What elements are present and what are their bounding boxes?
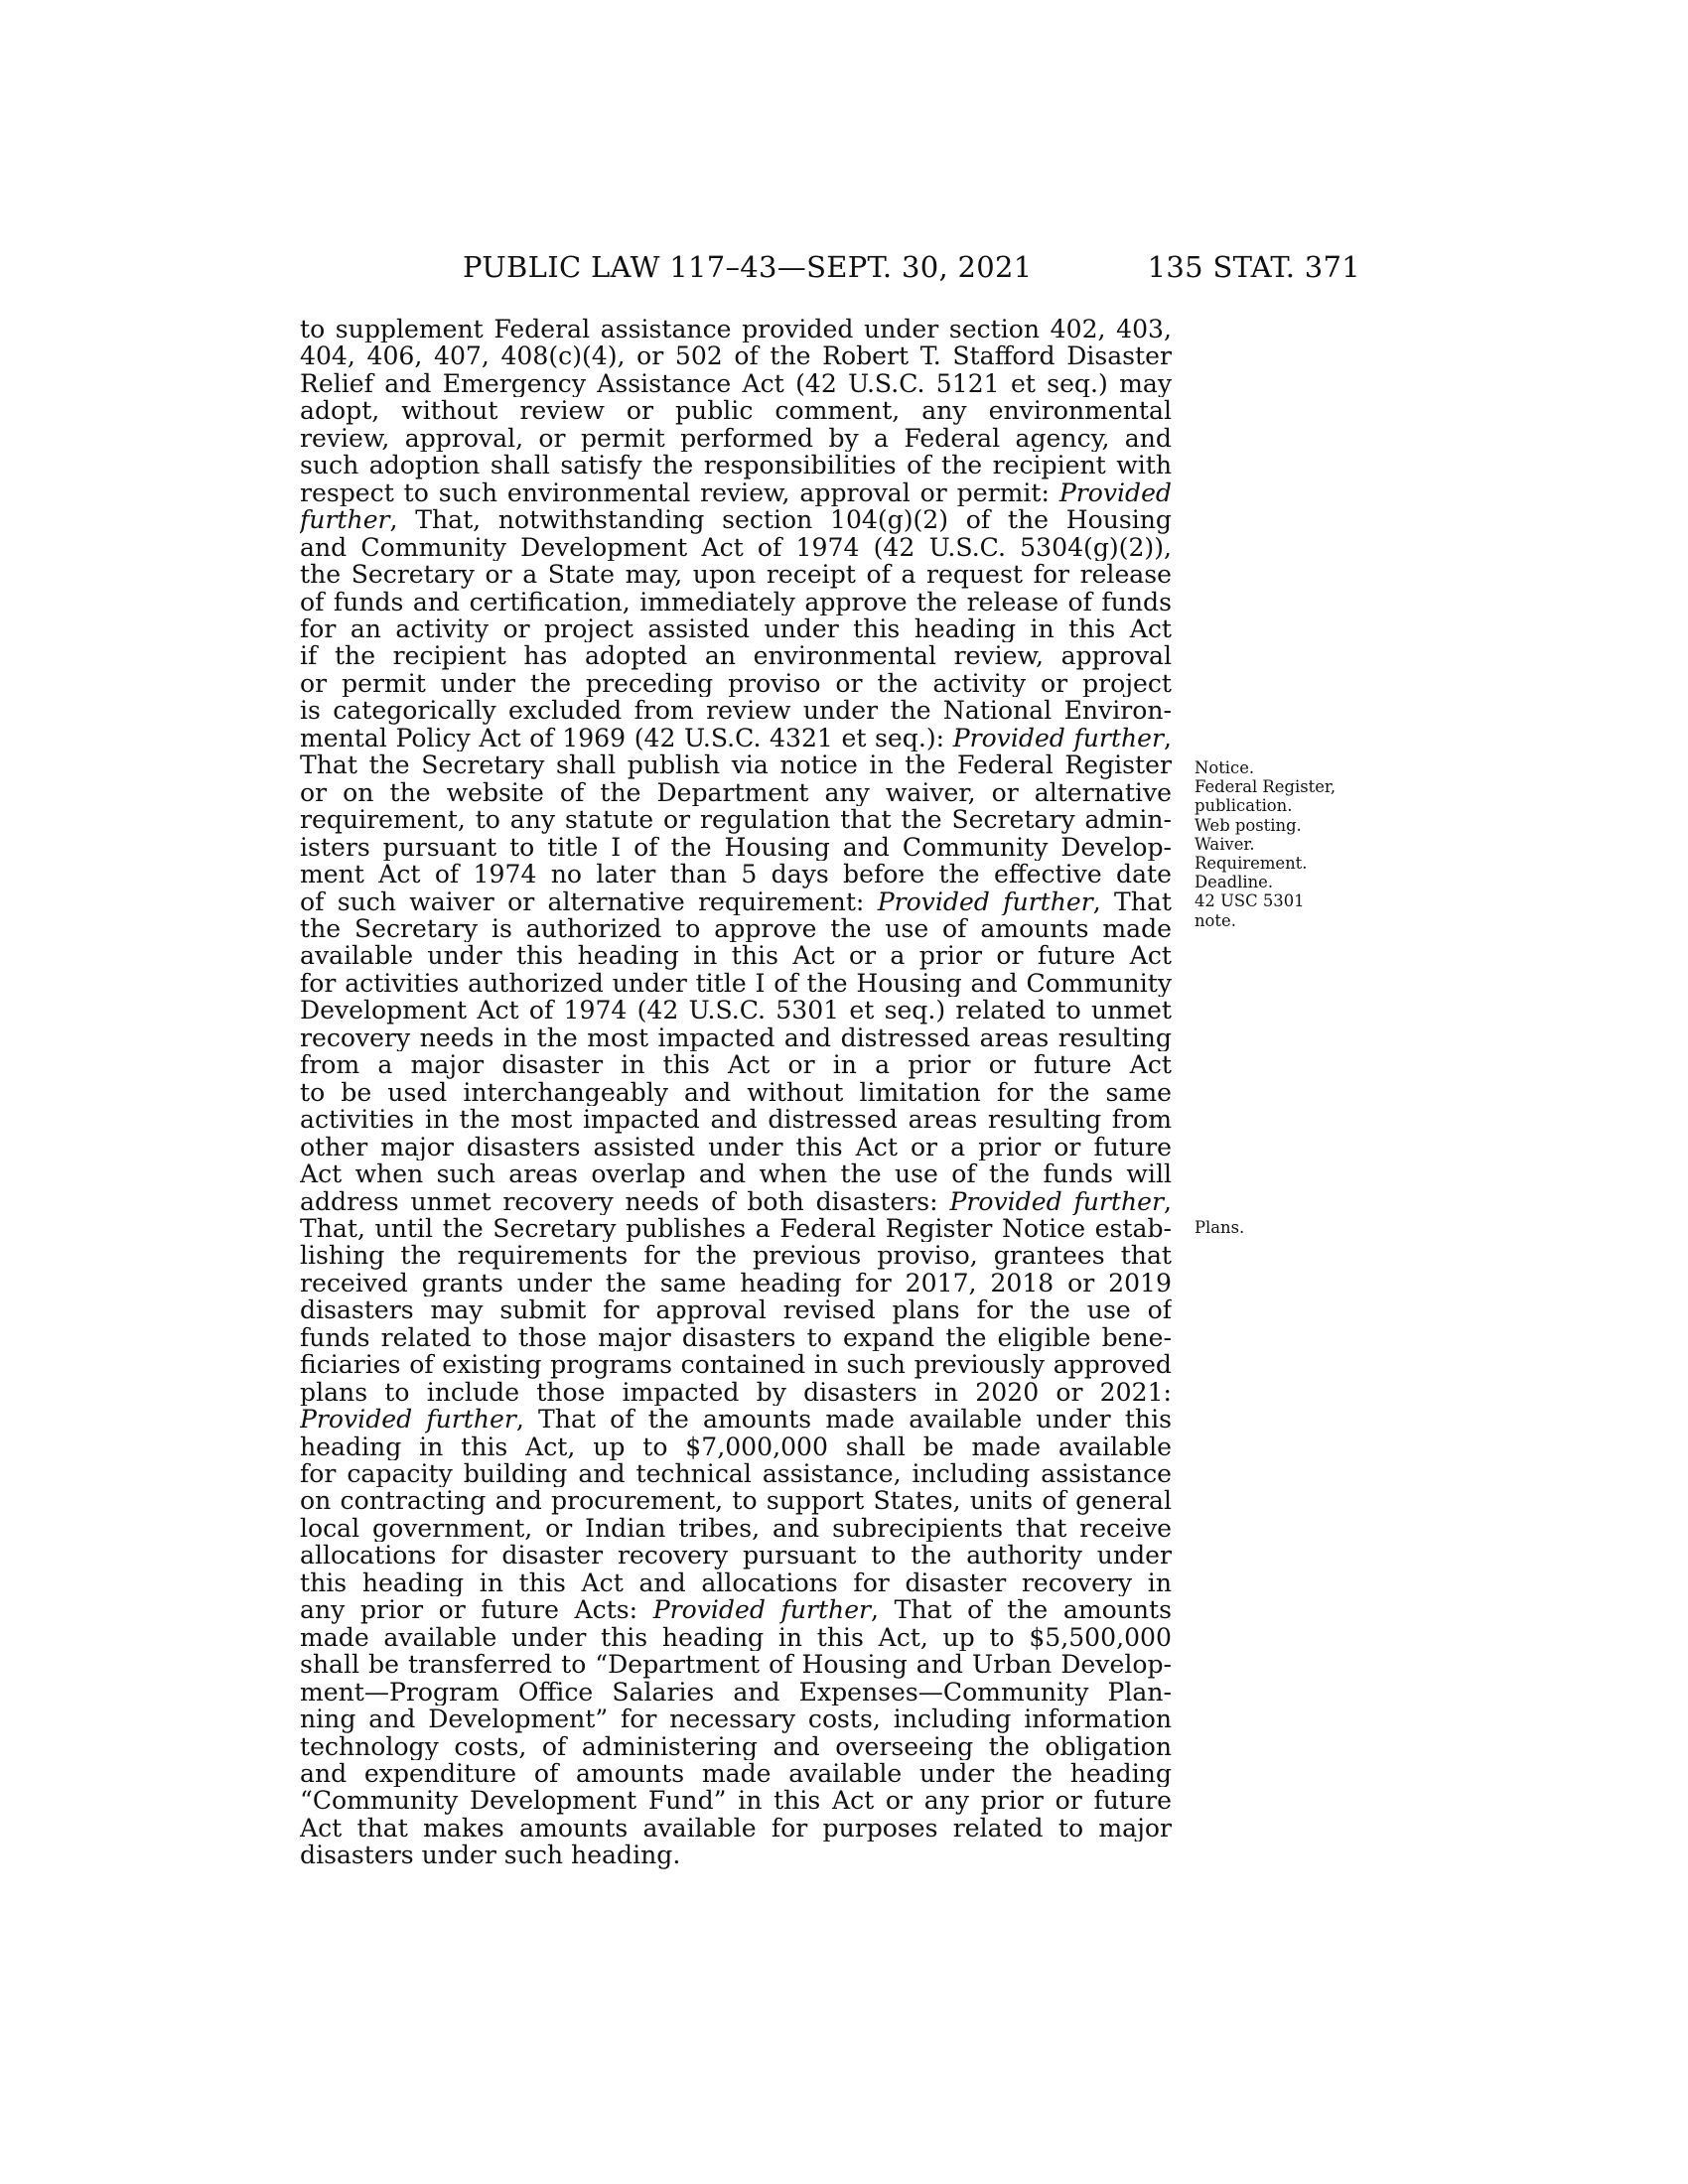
text-line [300, 1651, 1172, 1678]
text-line [300, 915, 1172, 942]
text-segment: made available under this heading in this Act, up to $5,500,000 [300, 1623, 1172, 1652]
text-line [300, 370, 1172, 397]
text-segment: , [1164, 1187, 1172, 1215]
text-segment: plans to include those impacted by disasters in 2020 or 2021: [300, 1378, 1172, 1407]
text-line [300, 1596, 1172, 1623]
text-segment: adopt, without review or public comment, any environmental [300, 397, 1172, 425]
running-head-title: PUBLIC LAW 117–43—SEPT. 30, 2021 [463, 250, 1033, 284]
text-segment: Act when such areas overlap and when the use of the funds will [300, 1160, 1172, 1188]
margin-note: publication. [1195, 796, 1293, 816]
text-segment: any prior or future Acts: [300, 1596, 653, 1624]
text-segment: , [1164, 724, 1172, 752]
text-segment: , That, notwithstanding section 104(g)(2) of the Housing [389, 506, 1172, 534]
text-segment: shall be transferred to “Department of Housing and Urban Develop- [300, 1651, 1172, 1679]
text-line [300, 1024, 1172, 1051]
text-segment: disasters under such heading. [300, 1842, 681, 1869]
text-segment: of such waiver or alternative requirement: [300, 887, 878, 915]
text-segment: from a major disaster in this Act or in a prior or future Act [300, 1051, 1172, 1079]
text-segment: 404, 406, 407, 408(c)(4), or 502 of the Robert T. Stafford Disaster [300, 342, 1172, 370]
text-line [300, 1487, 1172, 1514]
text-line [300, 452, 1172, 478]
text-segment: and expenditure of amounts made available under the heading [300, 1760, 1172, 1788]
text-segment: the Secretary is authorized to approve the use of amounts made [300, 914, 1172, 943]
text-line [300, 615, 1172, 642]
text-line [300, 1570, 1172, 1596]
text-line [300, 1815, 1172, 1842]
text-line [300, 697, 1172, 724]
text-line [300, 888, 1172, 915]
text-segment: and Community Development Act of 1974 (42 U.S.C. 5304(g)(2)), [300, 533, 1172, 562]
text-segment: of funds and certification, immediately approve the release of funds [300, 588, 1172, 615]
text-segment: ment Act of 1974 no later than 5 days before the effective date [300, 861, 1172, 888]
text-segment: if the recipient has adopted an environmental review, approval [300, 642, 1172, 670]
text-segment: That, until the Secretary publishes a Federal Register Notice estab- [300, 1214, 1172, 1243]
text-line [300, 725, 1172, 751]
text-segment: received grants under the same heading for 2017, 2018 or 2019 [300, 1269, 1172, 1297]
margin-notes-group-1 [1195, 758, 1343, 930]
text-segment: Relief and Emergency Assistance Act (42 U.S.C. 5121 et seq.) may [300, 369, 1172, 398]
text-segment: ment—Program Office Salaries and Expenses—Community Plan- [300, 1678, 1172, 1706]
text-segment: this heading in this Act and allocations for disaster recovery in [300, 1569, 1172, 1597]
text-line [300, 1406, 1172, 1433]
text-line [300, 1733, 1172, 1760]
italic-phrase: Provided further [300, 1406, 516, 1433]
text-line [300, 1624, 1172, 1651]
text-line [300, 561, 1172, 588]
margin-note: Plans. [1195, 1218, 1245, 1237]
text-line [300, 1787, 1172, 1814]
text-line [300, 342, 1172, 369]
margin-note: note. [1195, 910, 1236, 930]
text-line [300, 479, 1172, 506]
text-segment: recovery needs in the most impacted and distressed areas resulting [300, 1024, 1172, 1052]
text-segment: for activities authorized under title I of the Housing and Community [300, 969, 1172, 998]
text-segment: , That [1092, 887, 1172, 915]
margin-note: Federal Register, [1195, 777, 1336, 797]
margin-note: Waiver. [1195, 834, 1255, 854]
text-segment: lishing the requirements for the previous proviso, grantees that [300, 1242, 1172, 1270]
text-line [300, 1160, 1172, 1187]
text-segment: allocations for disaster recovery pursuant to the authority under [300, 1542, 1172, 1570]
text-segment: Development Act of 1974 (42 U.S.C. 5301 et seq.) related to unmet [300, 997, 1172, 1024]
text-segment: local government, or Indian tribes, and subrecipients that receive [300, 1514, 1172, 1543]
text-line [300, 1134, 1172, 1160]
text-segment: ficiaries of existing programs contained in such previously approved [300, 1351, 1172, 1379]
page-header [298, 250, 1360, 290]
text-line [300, 779, 1172, 806]
text-line [300, 1079, 1172, 1106]
text-line [300, 970, 1172, 997]
margin-note: Requirement. [1195, 854, 1308, 874]
text-line [300, 1679, 1172, 1706]
text-segment: Act that makes amounts available for purposes related to major [300, 1814, 1172, 1843]
text-segment: for an activity or project assisted under this heading in this Act [300, 614, 1172, 643]
text-segment: “Community Development Fund” in this Act or any prior or future [300, 1787, 1172, 1815]
text-line [300, 1351, 1172, 1378]
italic-phrase: Provided [1058, 478, 1172, 507]
text-segment: for capacity building and technical assistance, including assistance [300, 1460, 1172, 1488]
text-segment: , That of the amounts made available under this [515, 1406, 1172, 1433]
text-line [300, 589, 1172, 615]
margin-note: Notice. [1195, 758, 1255, 777]
text-line [300, 1760, 1172, 1787]
text-line [300, 642, 1172, 669]
text-segment: heading in this Act, up to $7,000,000 shall be made available [300, 1433, 1172, 1461]
text-line [300, 1324, 1172, 1351]
text-segment: other major disasters assisted under this Act or a prior or future [300, 1133, 1172, 1161]
text-line [300, 1842, 1172, 1868]
margin-notes-group-2 [1195, 1218, 1343, 1237]
text-segment: to be used interchangeably and without limitation for the same [300, 1078, 1172, 1107]
text-segment: requirement, to any statute or regulation that the Secretary admin- [300, 806, 1172, 834]
text-segment: disasters may submit for approval revised plans for the use of [300, 1297, 1172, 1324]
text-line [300, 1706, 1172, 1732]
text-segment: the Secretary or a State may, upon receipt of a request for release [300, 561, 1172, 589]
text-segment: respect to such environmental review, approval or permit: [300, 478, 1059, 507]
italic-phrase: Provided further [652, 1596, 872, 1624]
text-segment: is categorically excluded from review under the National Environ- [300, 697, 1172, 725]
text-segment: mental Policy Act of 1969 (42 U.S.C. 4321 et seq.): [300, 724, 953, 752]
italic-phrase: further [300, 506, 390, 534]
text-line [300, 1242, 1172, 1269]
text-line [300, 316, 1172, 342]
text-segment: , That of the amounts [871, 1596, 1172, 1624]
text-line [300, 834, 1172, 861]
text-line [300, 1542, 1172, 1569]
text-segment: That the Secretary shall publish via notice in the Federal Register [300, 751, 1172, 779]
text-segment: on contracting and procurement, to support States, units of general [300, 1487, 1172, 1515]
text-segment: or permit under the preceding proviso or the activity or project [300, 669, 1172, 698]
text-segment: activities in the most impacted and distressed areas resulting from [300, 1106, 1172, 1134]
text-line [300, 1297, 1172, 1323]
text-segment: review, approval, or permit performed by a Federal agency, and [300, 424, 1172, 453]
text-line [300, 997, 1172, 1024]
text-segment: technology costs, of administering and overseeing the obligation [300, 1732, 1172, 1761]
text-line [300, 397, 1172, 424]
text-line [300, 1379, 1172, 1406]
text-line [300, 1460, 1172, 1487]
text-segment: such adoption shall satisfy the responsibilities of the recipient with [300, 452, 1172, 479]
text-segment: address unmet recovery needs of both disasters: [300, 1187, 950, 1215]
text-line [300, 1188, 1172, 1215]
text-line [300, 1106, 1172, 1133]
text-line [300, 1215, 1172, 1242]
text-line [300, 751, 1172, 778]
italic-phrase: Provided further [949, 1187, 1165, 1215]
italic-phrase: Provided further [952, 724, 1165, 752]
italic-phrase: Provided further [877, 887, 1093, 915]
text-line [300, 1270, 1172, 1297]
margin-note: Deadline. [1195, 873, 1274, 892]
text-line [300, 670, 1172, 697]
text-line [300, 534, 1172, 561]
text-line [300, 861, 1172, 887]
text-segment: available under this heading in this Act or a prior or future Act [300, 942, 1172, 970]
text-line [300, 1515, 1172, 1542]
text-line [300, 425, 1172, 452]
margin-note: 42 USC 5301 [1195, 891, 1305, 911]
text-line [300, 1433, 1172, 1460]
text-segment: funds related to those major disasters to expand the eligible bene- [300, 1323, 1172, 1352]
text-line [300, 942, 1172, 969]
text-segment: or on the website of the Department any waiver, or alternative [300, 778, 1172, 807]
text-segment: ning and Development” for necessary costs, including information [300, 1706, 1172, 1733]
margin-note: Web posting. [1195, 815, 1302, 835]
text-line [300, 506, 1172, 533]
statute-page-number: 135 STAT. 371 [1147, 250, 1360, 284]
text-line [300, 806, 1172, 833]
statute-body-text [300, 316, 1172, 1869]
text-segment: isters pursuant to title I of the Housing and Community Develop- [300, 833, 1172, 862]
text-line [300, 1051, 1172, 1078]
text-segment: to supplement Federal assistance provided under section 402, 403, [300, 316, 1172, 343]
